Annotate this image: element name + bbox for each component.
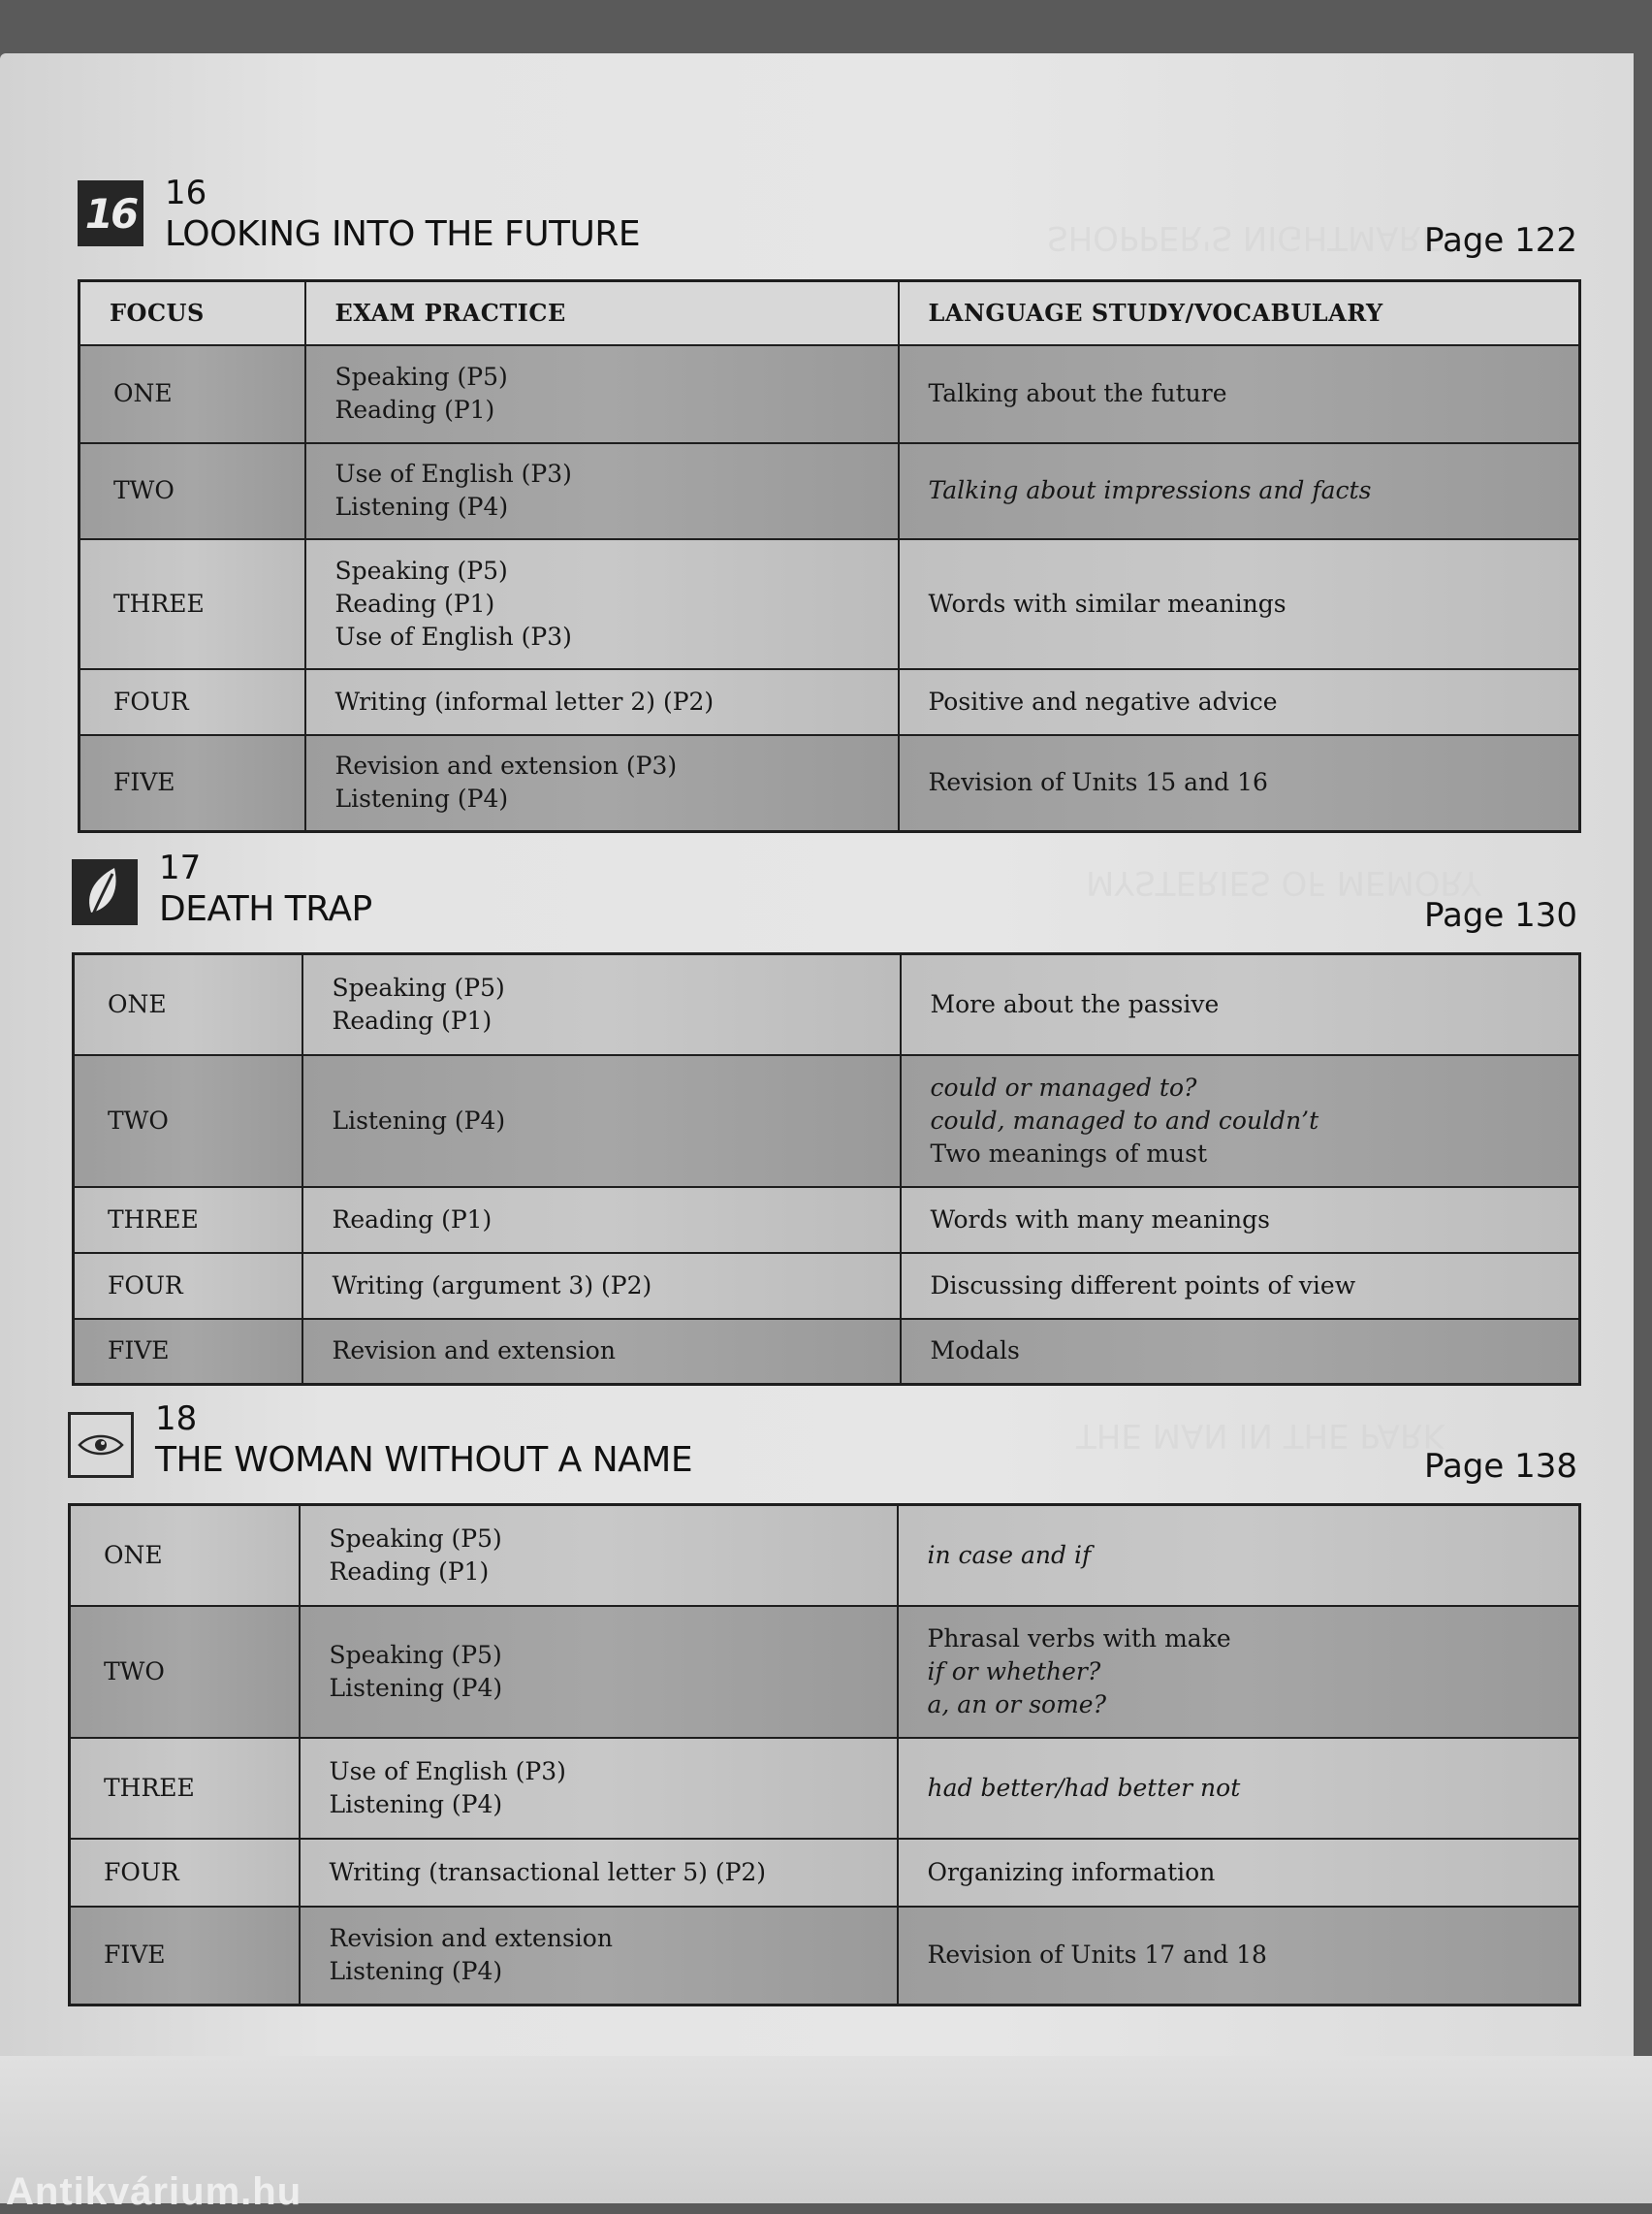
table-row: [74, 954, 1580, 1055]
leaf-icon: [72, 859, 138, 925]
exam-cell: Speaking (P5) Reading (P1): [302, 954, 901, 1055]
focus-cell: FOUR: [70, 1839, 300, 1907]
table-row: [79, 345, 1580, 443]
unit-title: DEATH TRAP: [159, 889, 372, 929]
unit-18-table: [68, 1503, 1581, 2006]
table-row: [74, 1187, 1580, 1253]
language-cell: Organizing information: [898, 1839, 1580, 1907]
exam-cell: Use of English (P3) Listening (P4): [305, 443, 899, 539]
unit-page-reference: Page 130: [1423, 896, 1577, 935]
eye-icon-graphic: [77, 1430, 125, 1460]
language-cell: Phrasal verbs with make if or whether? a, an or some?: [898, 1606, 1580, 1738]
show-through-text: SHOPPER'S NIGHTMARE: [1047, 218, 1443, 257]
unit-16-section: [78, 176, 1581, 833]
unit-number: 17: [159, 849, 202, 887]
exam-cell: Revision and extension (P3) Listening (P4): [305, 735, 899, 832]
leaf-icon-graphic: [83, 866, 126, 918]
focus-cell: THREE: [79, 539, 305, 669]
language-cell: Talking about impressions and facts: [899, 443, 1580, 539]
exam-cell: Speaking (P5) Reading (P1) Use of English (P3): [305, 539, 899, 669]
focus-cell: TWO: [74, 1055, 302, 1187]
exam-cell: Speaking (P5) Reading (P1): [305, 345, 899, 443]
table-row: [70, 1738, 1580, 1839]
unit-header: [72, 851, 1581, 952]
language-cell: could or managed to? could, managed to and couldn’t Two meanings of must: [901, 1055, 1580, 1187]
unit-17-table: [72, 952, 1581, 1386]
table-row: [70, 1606, 1580, 1738]
table-row: [79, 539, 1580, 669]
focus-cell: FIVE: [74, 1319, 302, 1385]
unit-title: THE WOMAN WITHOUT A NAME: [155, 1440, 693, 1480]
language-cell: had better/had better not: [898, 1738, 1580, 1839]
exam-cell: Speaking (P5) Reading (P1): [300, 1505, 898, 1606]
focus-cell: ONE: [79, 345, 305, 443]
focus-cell: THREE: [74, 1187, 302, 1253]
focus-cell: FIVE: [70, 1907, 300, 2005]
table-row: [74, 1055, 1580, 1187]
language-header: LANGUAGE STUDY/VOCABULARY: [899, 281, 1580, 345]
exam-cell: Writing (argument 3) (P2): [302, 1253, 901, 1319]
show-through-text: THE MAN IN THE PARK: [1076, 1416, 1445, 1455]
show-through-text: MYSTERIES OF MEMORY: [1086, 863, 1481, 902]
table-header-row: [79, 281, 1580, 345]
exam-cell: Writing (informal letter 2) (P2): [305, 669, 899, 735]
unit-page-reference: Page 138: [1423, 1447, 1577, 1486]
exam-cell: Revision and extension: [302, 1319, 901, 1385]
unit-16-table: [78, 279, 1581, 833]
table-row: [74, 1319, 1580, 1385]
unit-18-section: [68, 1399, 1581, 2006]
unit-number: 16: [165, 174, 207, 212]
unit-title: LOOKING INTO THE FUTURE: [165, 214, 641, 254]
unit-header: [68, 1399, 1581, 1503]
focus-cell: ONE: [70, 1505, 300, 1606]
language-cell: Modals: [901, 1319, 1580, 1385]
table-row: [79, 669, 1580, 735]
focus-cell: FOUR: [79, 669, 305, 735]
table-row: [79, 443, 1580, 539]
focus-cell: TWO: [79, 443, 305, 539]
language-cell: in case and if: [898, 1505, 1580, 1606]
eye-icon: [68, 1412, 134, 1478]
table-row: [70, 1505, 1580, 1606]
table-row: [74, 1253, 1580, 1319]
language-cell: Words with similar meanings: [899, 539, 1580, 669]
language-cell: Talking about the future: [899, 345, 1580, 443]
exam-cell: Writing (transactional letter 5) (P2): [300, 1839, 898, 1907]
exam-cell: Revision and extension Listening (P4): [300, 1907, 898, 2005]
unit-header: [78, 176, 1581, 279]
language-cell: More about the passive: [901, 954, 1580, 1055]
exam-cell: Reading (P1): [302, 1187, 901, 1253]
focus-cell: TWO: [70, 1606, 300, 1738]
focus-cell: FOUR: [74, 1253, 302, 1319]
unit-number: 18: [155, 1399, 198, 1438]
table-row: [79, 735, 1580, 832]
focus-cell: THREE: [70, 1738, 300, 1839]
language-cell: Revision of Units 17 and 18: [898, 1907, 1580, 2005]
exam-cell: Use of English (P3) Listening (P4): [300, 1738, 898, 1839]
table-row: [70, 1907, 1580, 2005]
table-row: [70, 1839, 1580, 1907]
exam-header: EXAM PRACTICE: [305, 281, 899, 345]
focus-header: FOCUS: [79, 281, 305, 345]
focus-cell: ONE: [74, 954, 302, 1055]
watermark: Antikvárium.hu: [6, 2170, 302, 2213]
language-cell: Positive and negative advice: [899, 669, 1580, 735]
unit-17-section: [72, 851, 1581, 1386]
language-cell: Discussing different points of view: [901, 1253, 1580, 1319]
exam-cell: Speaking (P5) Listening (P4): [300, 1606, 898, 1738]
exam-cell: Listening (P4): [302, 1055, 901, 1187]
focus-cell: FIVE: [79, 735, 305, 832]
unit-page-reference: Page 122: [1423, 221, 1577, 260]
language-cell: Revision of Units 15 and 16: [899, 735, 1580, 832]
unit-16-badge-icon: 16: [78, 180, 143, 246]
language-cell: Words with many meanings: [901, 1187, 1580, 1253]
